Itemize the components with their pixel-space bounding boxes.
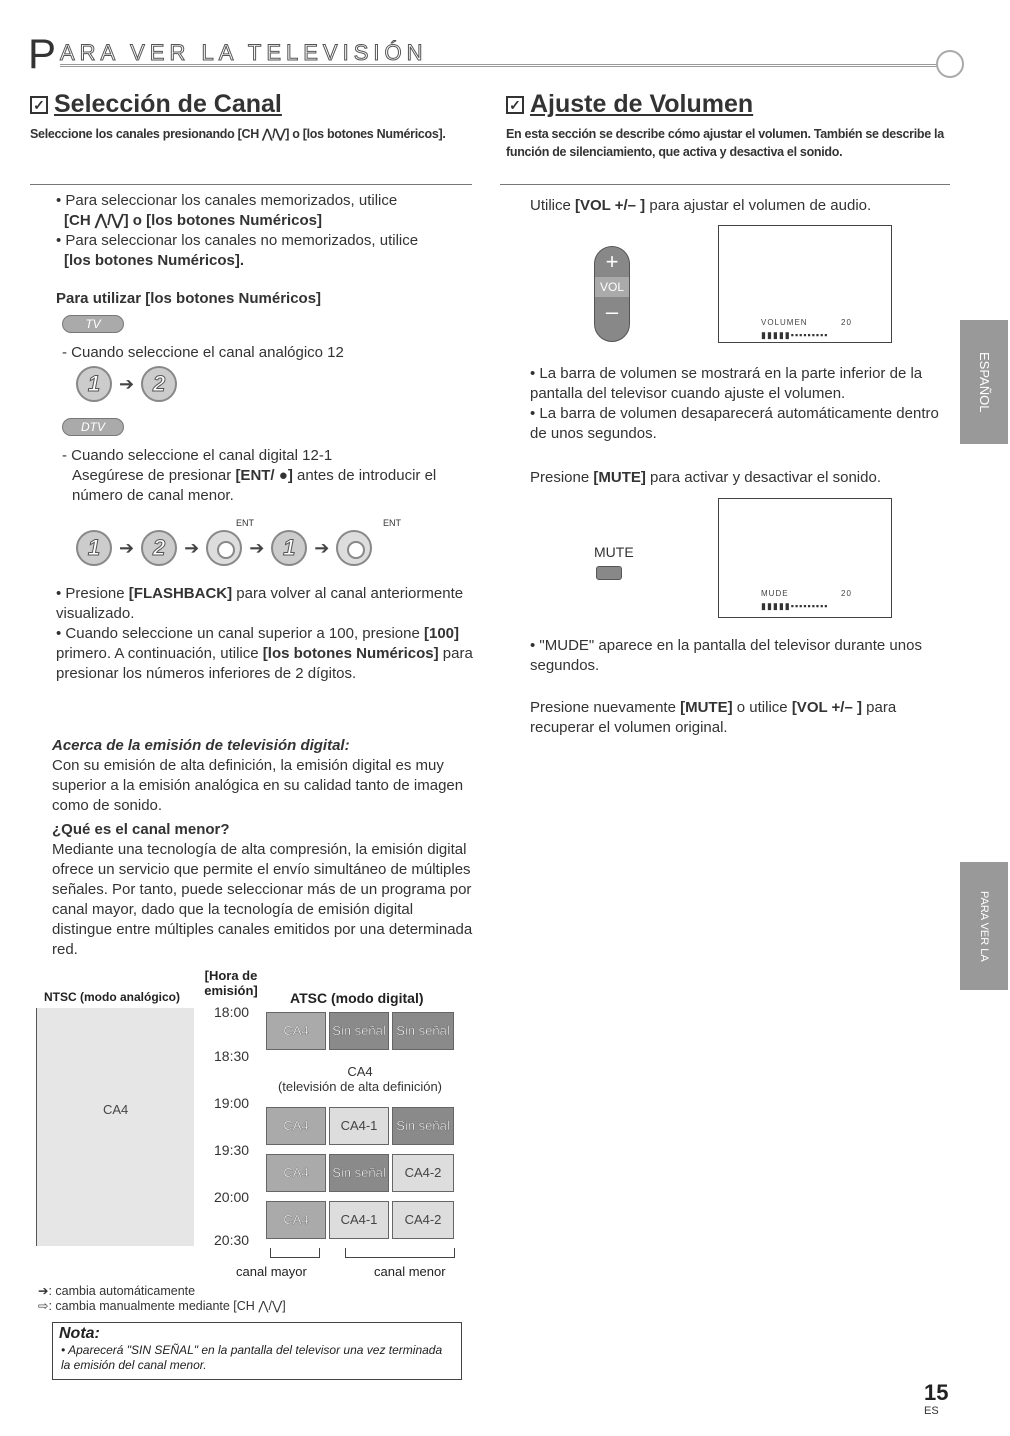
left-section-heading	[30, 90, 490, 143]
digital-heading: Acerca de la emisión de televisión digital:	[52, 737, 350, 754]
cell-ca4-1900: CA4	[266, 1107, 326, 1145]
cell-no-signal-1800b: Sin señal	[392, 1012, 454, 1050]
header-rule	[60, 64, 940, 67]
left-section-title: ✓ Selección de Canal	[30, 90, 490, 119]
bullet-memorized: • Para seleccionar los canales memorizados, utilice	[56, 192, 398, 209]
mute-bar-value: 20	[841, 589, 852, 598]
page-header	[28, 22, 958, 77]
right-section-title: ✓ Ajuste de Volumen	[506, 90, 956, 119]
header-initial: P	[28, 30, 57, 77]
page-language: ES	[924, 1405, 939, 1417]
bullet-channel-100: • Cuando seleccione un canal superior a 100, presione [100] primero. A continuación, utilice [los botones Numéricos] para presionar los números inferiores de 2 dígitos.	[56, 625, 473, 682]
bullet-vol-bar-hides: • La barra de volumen desaparecerá automáticamente dentro de unos segundos.	[530, 405, 939, 442]
right-section-heading	[506, 90, 956, 161]
minor-text: Mediante una tecnología de alta compresión, la emisión digital ofrece un servicio que permite el envío simultáneo de múltiples señales. Por tanto, puede seleccionar más de un programa por canal mayor, dado que la tecnología de emisión digital distingue entre múltiples canales emitidos por una determinada red.	[52, 841, 473, 958]
time-1800: 18:00	[214, 1004, 250, 1020]
number-1-button-icon: 1	[76, 366, 112, 402]
bullet-vol-bar-shown: • La barra de volumen se mostrará en la parte inferior de la pantalla del televisor cuando ajuste el volumen.	[530, 365, 923, 402]
arrow-icon: ➔	[119, 373, 135, 394]
cell-ca4-2-1930: CA4-2	[392, 1154, 454, 1192]
ent-button-icon	[206, 530, 242, 566]
nota-title: Nota:	[59, 1325, 100, 1342]
ntsc-label: NTSC (modo analógico)	[44, 990, 180, 1004]
mute-bar: ▮▮▮▮▮▪▪▪▪▪▪▪▪▪	[761, 601, 829, 611]
hd-cell: CA4 (televisión de alta definición)	[277, 1064, 443, 1094]
dtv-description: - Cuando seleccione el canal digital 12-1 Asegúrese de presionar [ENT/ ●] antes de introducir el número de canal menor.	[62, 447, 437, 504]
volume-bar-value: 20	[841, 318, 852, 327]
time-1930: 19:30	[214, 1142, 250, 1158]
side-tab-language: ESPAÑOL	[960, 320, 1008, 444]
hora-label: [Hora de emisión]	[204, 968, 258, 998]
cell-no-signal-1900: Sin señal	[392, 1107, 454, 1145]
left-divider	[30, 184, 472, 185]
tv-pill: TV	[62, 315, 124, 333]
arrow-icon: ➔	[184, 537, 200, 558]
major-bracket	[270, 1248, 320, 1258]
mute-button-label: MUTE	[594, 544, 634, 560]
mute-instruction: Presione [MUTE] para activar y desactivar el sonido.	[530, 469, 881, 486]
cell-ca4-2000: CA4	[266, 1201, 326, 1239]
mude-note: • "MUDE" aparece en la pantalla del televisor durante unos segundos.	[530, 637, 922, 674]
digital-info	[52, 736, 476, 960]
extra-bullets	[56, 584, 476, 684]
time-2000: 20:00	[214, 1189, 250, 1205]
time-1900: 19:00	[214, 1095, 250, 1111]
arrow-icon: ➔	[314, 537, 330, 558]
channel-bullets	[56, 191, 476, 271]
time-1830: 18:30	[214, 1048, 250, 1064]
ent-label-1: ENT	[236, 518, 254, 528]
cell-ca4-1800: CA4	[266, 1012, 326, 1050]
ntsc-channel-block: CA4	[36, 1008, 194, 1246]
cell-ca4-1930: CA4	[266, 1154, 326, 1192]
diagram-legend	[38, 1284, 286, 1314]
bullet-unmemorized: • Para seleccionar los canales no memorizados, utilice	[56, 232, 419, 249]
atsc-label: ATSC (modo digital)	[290, 990, 424, 1006]
vol-instruction: Utilice [VOL +/– ] para ajustar el volumen de audio.	[530, 197, 872, 214]
nota-text: • Aparecerá "SIN SEÑAL" en la pantalla del televisor una vez terminada la emisión del canal menor.	[61, 1343, 443, 1372]
ent-button-icon	[336, 530, 372, 566]
legend-manual: ⇨: cambia manualmente mediante [CH ⋀/⋁]	[38, 1299, 286, 1313]
number-2-button-icon: 2	[141, 530, 177, 566]
left-subtitle: Seleccione los canales presionando [CH ⋀/⋁] o [los botones Numéricos].	[30, 127, 446, 141]
tv-screen-mute	[718, 498, 892, 618]
dtv-pill: DTV	[62, 418, 124, 436]
minor-bracket	[345, 1248, 455, 1258]
tv-key-sequence	[76, 366, 177, 402]
tv-screen-volume	[718, 225, 892, 343]
digital-text: Con su emisión de alta definición, la emisión digital es muy superior a la emisión analógica en su calidad tanto de imagen como de sonido.	[52, 757, 464, 814]
restore-instruction: Presione nuevamente [MUTE] o utilice [VOL +/– ] para recuperar el volumen original.	[530, 699, 897, 736]
mute-bar-label: MUDE	[761, 589, 789, 598]
cell-ca4-1-1900: CA4-1	[329, 1107, 389, 1145]
solid-arrow-icon: ➔	[38, 1284, 49, 1298]
time-2030: 20:30	[214, 1232, 250, 1248]
checkbox-icon: ✓	[30, 96, 48, 114]
number-1-button-icon: 1	[76, 530, 112, 566]
nota-box	[52, 1322, 462, 1380]
volume-bar-label: VOLUMEN	[761, 318, 808, 327]
number-2-button-icon: 2	[141, 366, 177, 402]
vol-bullets	[530, 364, 942, 444]
side-tab-section: PARA VER LA TELEVISIÓN	[960, 862, 1008, 990]
bullet-flashback: • Presione [FLASHBACK] para volver al canal anteriormente visualizado.	[56, 585, 464, 622]
number-1-button-icon: 1	[271, 530, 307, 566]
checkbox-icon: ✓	[506, 96, 524, 114]
legend-auto: ➔: cambia automáticamente	[38, 1284, 196, 1298]
hollow-arrow-icon: ⇨	[38, 1299, 49, 1313]
vol-button-icon: + VOL –	[594, 246, 630, 342]
arrow-icon: ➔	[249, 537, 265, 558]
ent-label-2: ENT	[383, 518, 401, 528]
channel-diagram	[30, 968, 470, 1288]
bullet-memorized-keys: [CH ⋀/⋁] o [los botones Numéricos]	[64, 212, 322, 229]
cell-no-signal-1800a: Sin señal	[329, 1012, 389, 1050]
minor-label: canal menor	[374, 1264, 446, 1279]
cell-ca4-1-2000: CA4-1	[329, 1201, 389, 1239]
minor-heading: ¿Qué es el canal menor?	[52, 821, 230, 838]
mute-button-icon	[596, 566, 622, 580]
page-number: 15	[924, 1380, 949, 1405]
tv-description: - Cuando seleccione el canal analógico 12	[62, 344, 344, 361]
major-label: canal mayor	[236, 1264, 307, 1279]
volume-bar: ▮▮▮▮▮▪▪▪▪▪▪▪▪▪	[761, 330, 829, 340]
bullet-unmemorized-keys: [los botones Numéricos].	[64, 252, 245, 269]
arrow-icon: ➔	[119, 537, 135, 558]
right-subtitle: En esta sección se describe cómo ajustar el volumen. También se describe la función de silenciamiento, que activa y desactiva el sonido.	[506, 127, 944, 159]
header-circle-ornament	[936, 50, 964, 78]
cell-ca4-2-2000: CA4-2	[392, 1201, 454, 1239]
numeric-heading: Para utilizar [los botones Numéricos]	[56, 290, 322, 307]
cell-no-signal-1930: Sin señal	[329, 1154, 389, 1192]
header-title: ARA VER LA TELEVISIÓN	[60, 40, 428, 65]
dtv-key-sequence	[76, 530, 372, 566]
right-divider	[500, 184, 950, 185]
